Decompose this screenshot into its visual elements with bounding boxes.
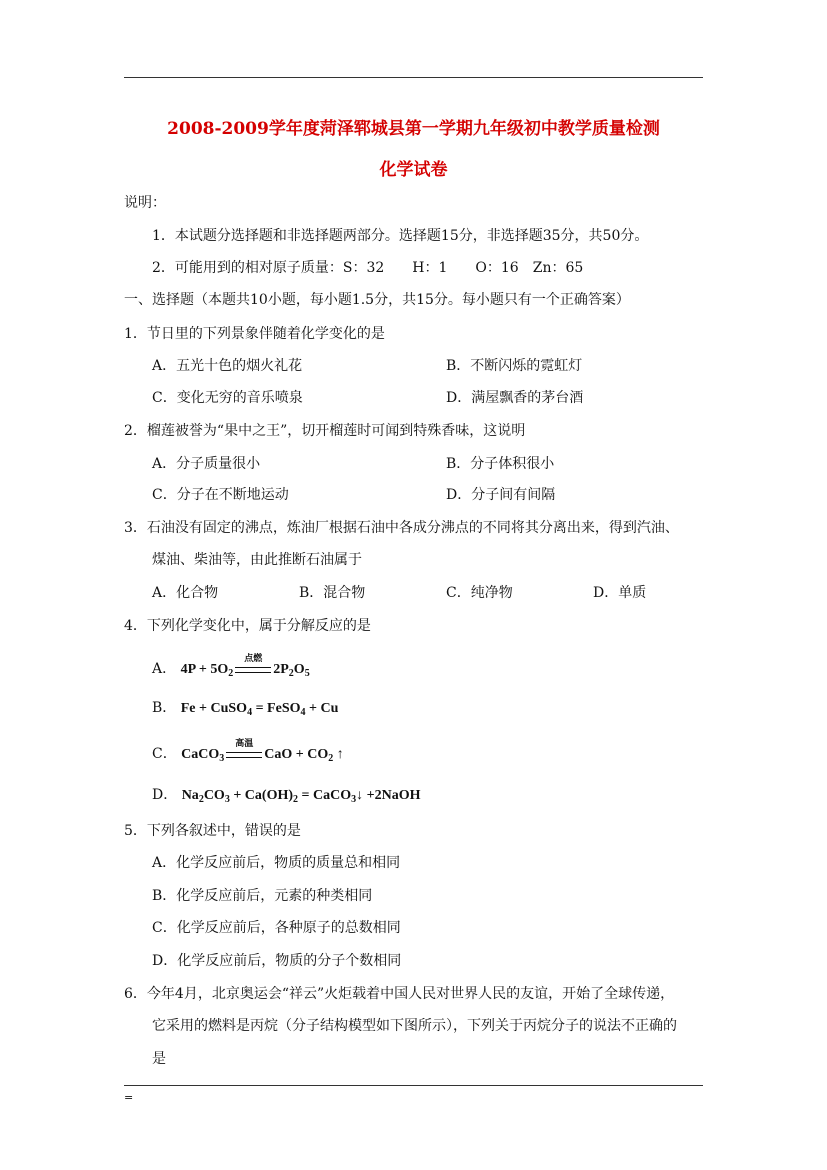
question-4-option-b-label: B． xyxy=(152,700,177,716)
question-5-stem: 5．下列各叙述中，错误的是 xyxy=(124,823,301,839)
question-3-stem-line-2: 煤油、柴油等，由此推断石油属于 xyxy=(152,552,362,568)
question-4-option-a xyxy=(152,653,310,683)
footer-mark: = xyxy=(124,1091,134,1104)
question-1-option-a: A．五光十色的烟火礼花 xyxy=(152,358,303,374)
question-2-option-b: B．分子体积很小 xyxy=(446,456,555,472)
notes-label: 说明： xyxy=(124,195,166,211)
page-title: 2008-2009学年度菏泽郓城县第一学期九年级初中教学质量检测 xyxy=(167,119,660,139)
note-item-2: 2．可能用到的相对原子质量：S：32 H：1 O：16 Zn：65 xyxy=(152,260,584,276)
page-subtitle: 化学试卷 xyxy=(379,160,448,180)
question-1-option-c: C．变化无穷的音乐喷泉 xyxy=(152,390,303,406)
question-4-option-a-label: A． xyxy=(152,661,177,677)
equation-c: CaCO$_3$ 高温 CaO + $CO_2$ ↑ xyxy=(181,738,344,764)
header-rule xyxy=(124,77,703,78)
question-1-option-b: B．不断闪烁的霓虹灯 xyxy=(446,358,583,374)
question-6-line-1: 6．今年4月，北京奥运会“祥云”火炬载着中国人民对世界人民的友谊，开始了全球传递， xyxy=(124,986,675,1002)
question-5-option-d: D．化学反应前后，物质的分子个数相同 xyxy=(152,953,402,969)
question-4-option-d xyxy=(152,786,420,809)
question-5-option-c: C．化学反应前后，各种原子的总数相同 xyxy=(152,920,401,936)
question-3-option-c: C．纯净物 xyxy=(446,585,513,601)
footer-rule xyxy=(124,1085,703,1086)
question-1-option-d: D．满屋飘香的茅台酒 xyxy=(446,390,584,406)
question-6-line-2: 它采用的燃料是丙烷（分子结构模型如下图所示），下列关于丙烷分子的说法不正确的 xyxy=(152,1018,677,1034)
equation-d: $Na_2CO_3 + Ca(OH)_2$ = CaCO$_3$↓ +2NaOH xyxy=(181,788,421,805)
question-2-stem: 2．榴莲被誉为“果中之王”，切开榴莲时可闻到特殊香味，这说明 xyxy=(124,423,526,439)
reaction-condition-a: 点燃 xyxy=(233,661,273,679)
question-5-option-a: A．化学反应前后，物质的质量总和相同 xyxy=(152,855,401,871)
question-2-option-a: A．分子质量很小 xyxy=(152,456,261,472)
question-6-line-3: 是 xyxy=(152,1051,166,1067)
question-4-option-b xyxy=(152,699,338,722)
question-3-option-a: A．化合物 xyxy=(152,585,219,601)
question-4-option-d-label: D． xyxy=(152,787,178,803)
question-4-option-c-label: C． xyxy=(152,746,177,762)
question-3-stem-line-1: 3．石油没有固定的沸点，炼油厂根据石油中各成分沸点的不同将其分离出来，得到汽油、 xyxy=(124,520,679,536)
equation-b: Fe + CuSO$_4$ = FeSO$_4$ + Cu xyxy=(180,701,339,718)
reaction-condition-c: 高温 xyxy=(224,746,264,764)
section-heading: 一、选择题（本题共10小题，每小题1.5分，共15分。每小题只有一个正确答案） xyxy=(124,292,630,308)
question-1-stem: 1．节日里的下列景象伴随着化学变化的是 xyxy=(124,326,385,342)
question-3-option-b: B．混合物 xyxy=(299,585,366,601)
question-3-option-d: D．单质 xyxy=(593,585,647,601)
question-4-stem: 4．下列化学变化中，属于分解反应的是 xyxy=(124,618,371,634)
note-item-1: 1．本试题分选择题和非选择题两部分。选择题15分，非选择题35分，共50分。 xyxy=(152,228,649,244)
question-4-option-c xyxy=(152,738,344,768)
question-2-option-c: C．分子在不断地运动 xyxy=(152,487,289,503)
equation-a: $4P + 5O_2$ 点燃 $2P_2O_5$ xyxy=(180,653,310,679)
question-2-option-d: D．分子间有间隔 xyxy=(446,487,556,503)
question-5-option-b: B．化学反应前后，元素的种类相同 xyxy=(152,888,373,904)
